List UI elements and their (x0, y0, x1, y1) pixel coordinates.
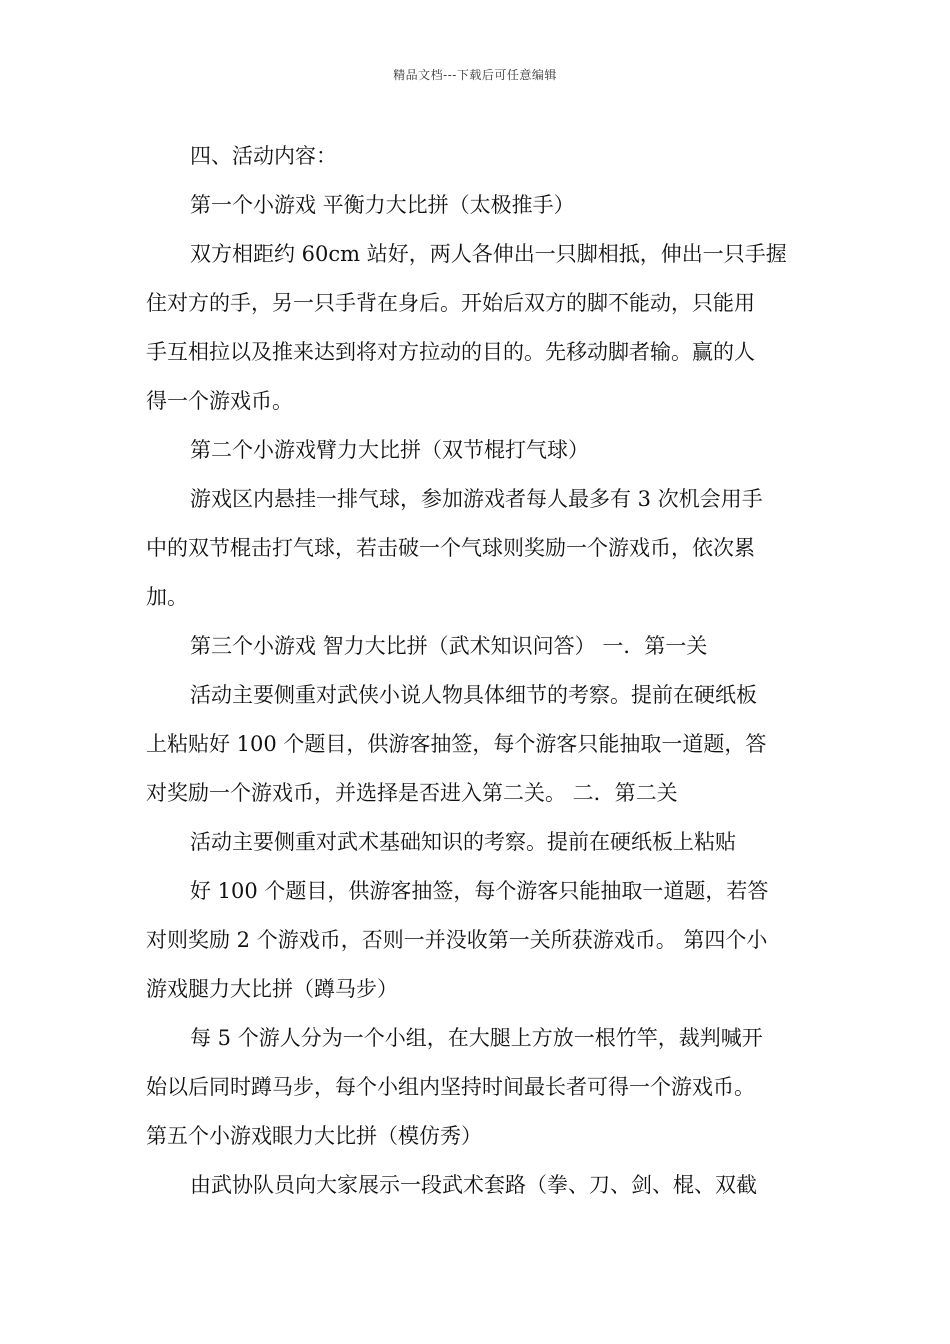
text-line: 好 100 个题目，供游客抽签，每个游客只能抽取一道题，若答 (190, 879, 769, 903)
text-line: 手互相拉以及推来达到将对方拉动的目的。先移动脚者输。赢的人 (146, 340, 755, 364)
text-line: 游戏区内悬挂一排气球，参加游戏者每人最多有 3 次机会用手 (190, 487, 763, 511)
text-line: 每 5 个游人分为一个小组，在大腿上方放一根竹竿，裁判喊开 (190, 1026, 763, 1050)
text-line: 四、活动内容： (190, 144, 337, 168)
text-line: 中的双节棍击打气球，若击破一个气球则奖励一个游戏币，依次累 (146, 536, 755, 560)
text-line: 住对方的手，另一只手背在身后。开始后双方的脚不能动，只能用 (146, 291, 755, 315)
text-line: 活动主要侧重对武侠小说人物具体细节的考察。提前在硬纸板 (190, 683, 757, 707)
text-line: 加。 (146, 585, 188, 609)
text-line: 得一个游戏币。 (146, 389, 293, 413)
text-line: 对奖励一个游戏币，并选择是否进入第二关。 二．第二关 (146, 781, 678, 805)
text-line: 第一个小游戏 平衡力大比拼（太极推手） (190, 193, 575, 217)
text-line: 由武协队员向大家展示一段武术套路（拳、刀、剑、棍、双截 (190, 1173, 757, 1197)
document-body (146, 132, 810, 1210)
text-line: 游戏腿力大比拼（蹲马步） (146, 977, 398, 1001)
text-line: 始以后同时蹲马步，每个小组内坚持时间最长者可得一个游戏币。 (146, 1075, 755, 1099)
text-line: 第五个小游戏眼力大比拼（模仿秀） (146, 1124, 482, 1148)
text-line: 双方相距约 60cm 站好，两人各伸出一只脚相抵，伸出一只手握 (190, 242, 787, 266)
text-line: 第二个小游戏臂力大比拼（双节棍打气球） (190, 438, 589, 462)
text-line: 上粘贴好 100 个题目，供游客抽签，每个游客只能抽取一道题，答 (146, 732, 767, 756)
text-line: 对则奖励 2 个游戏币，否则一并没收第一关所获游戏币。 第四个小 (146, 928, 768, 952)
text-line: 活动主要侧重对武术基础知识的考察。提前在硬纸板上粘贴 (190, 830, 736, 854)
page-header: 精品文档---下载后可任意编辑 (393, 68, 557, 82)
text-line: 第三个小游戏 智力大比拼（武术知识问答） 一．第一关 (190, 634, 708, 658)
